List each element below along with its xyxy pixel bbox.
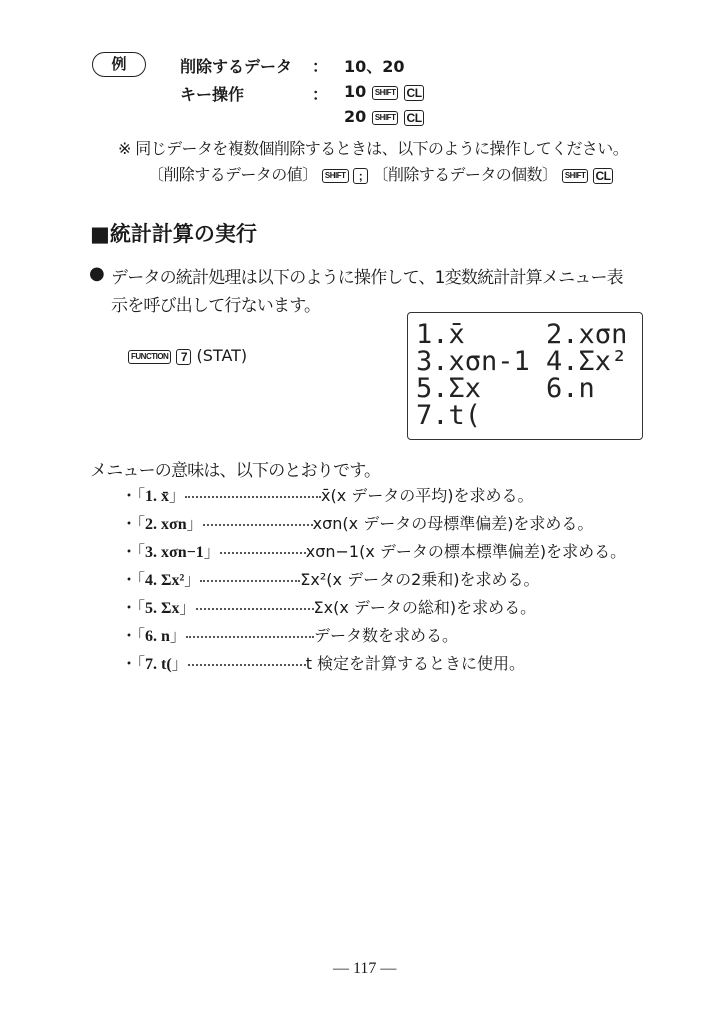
note-count-part: 〔削除するデータの個数〕 [372,165,558,184]
menu-item-2: ・「2. xσn」 xσn(x データの母標準偏差)を求める。 [121,514,594,533]
menu-item-desc: t 検定を計算するときに使用。 [305,654,526,673]
leader-dots [203,524,313,526]
menu-item-desc: Σx(x データの総和)を求める。 [313,598,537,617]
menu-item-6: ・「6. n」 データ数を求める。 [121,626,458,645]
menu-item-desc: xσn−1(x データの標本標準偏差)を求める。 [305,542,627,561]
example-badge [92,52,146,77]
key-sequence-number-1: 10 [344,82,367,101]
example-data-label: 削除するデータ [180,57,293,76]
example-colon-2: ： [312,85,329,104]
leader-dots [188,664,306,666]
menu-item-3: ・「3. xσn−1」 xσn−1(x データの標本標準偏差)を求める。 [121,542,627,561]
bullet-line-1: データの統計処理は以下のように操作して、1変数統計計算メニュー表 [111,268,623,288]
leader-dots [196,608,314,610]
bullet-line-2: 示を呼び出して行ないます。 [111,296,321,316]
note-text: ※ 同じデータを複数個削除するときは、以下のように操作してください。 [118,139,629,158]
lcd-line-3: 5.Σx 6.n [416,373,595,404]
menu-item-label: 1. x̄ [145,488,170,505]
leader-dots [185,496,321,498]
lcd-line-1: 1.x̄ 2.xσn [416,319,628,350]
example-key-label: キー操作 [180,85,245,104]
shift-key: SHIFT [562,169,589,183]
key-sequence-number-2: 20 [344,107,367,126]
shift-key: SHIFT [372,111,399,125]
lcd-line-4: 7.t( [416,400,482,431]
shift-key: SHIFT [372,86,399,100]
menu-item-7: ・「7. t(」 t 検定を計算するときに使用。 [121,654,526,673]
semicolon-key: ; [353,168,368,184]
note-sequence [148,162,613,185]
menu-item-desc: Σx²(x データの2乗和)を求める。 [300,570,540,589]
seven-key: 7 [176,349,191,365]
menu-item-desc: データ数を求める。 [313,626,458,645]
example-colon-1: ： [312,57,329,76]
section-title: 統計計算の実行 [109,222,257,246]
key-sequence-row-2 [344,107,424,126]
menu-item-label: 2. xσn [145,516,187,533]
stat-key-sequence [128,346,247,365]
function-key: FUNCTION [128,350,171,364]
menu-item-4: ・「4. Σx²」 Σx²(x データの2乗和)を求める。 [121,570,540,589]
leader-dots [186,636,314,638]
shift-key: SHIFT [322,169,349,183]
note-value-part: 〔削除するデータの値〕 [148,165,318,184]
lcd-display [407,312,643,440]
menu-item-label: 7. t( [145,656,172,673]
page-number: — 117 — [333,960,397,977]
bullet-icon: ● [89,263,105,284]
menu-intro: メニューの意味は、以下のとおりです。 [90,461,381,481]
leader-dots [200,580,300,582]
example-data-value: 10、20 [344,57,405,76]
lcd-line-2: 3.xσn-1 4.Σx² [416,346,628,377]
stat-label: (STAT) [196,346,248,365]
menu-item-label: 3. xσn−1 [145,544,204,561]
menu-item-label: 4. Σx² [145,572,185,589]
menu-item-5: ・「5. Σx」 Σx(x データの総和)を求める。 [121,598,537,617]
menu-item-desc: xσn(x データの母標準偏差)を求める。 [312,514,594,533]
menu-item-label: 6. n [145,628,170,645]
menu-item-desc: x̄(x データの平均)を求める。 [321,486,534,505]
section-heading [90,218,257,248]
key-sequence-row-1 [344,82,424,101]
leader-dots [220,552,306,554]
menu-item-1: ・「1. x̄」 x̄(x データの平均)を求める。 [121,486,534,505]
cl-key: CL [593,168,613,184]
cl-key: CL [404,110,424,126]
menu-item-label: 5. Σx [145,600,180,617]
section-marker: ■ [90,222,110,246]
cl-key: CL [404,85,424,101]
example-badge-text: 例 [111,55,127,73]
